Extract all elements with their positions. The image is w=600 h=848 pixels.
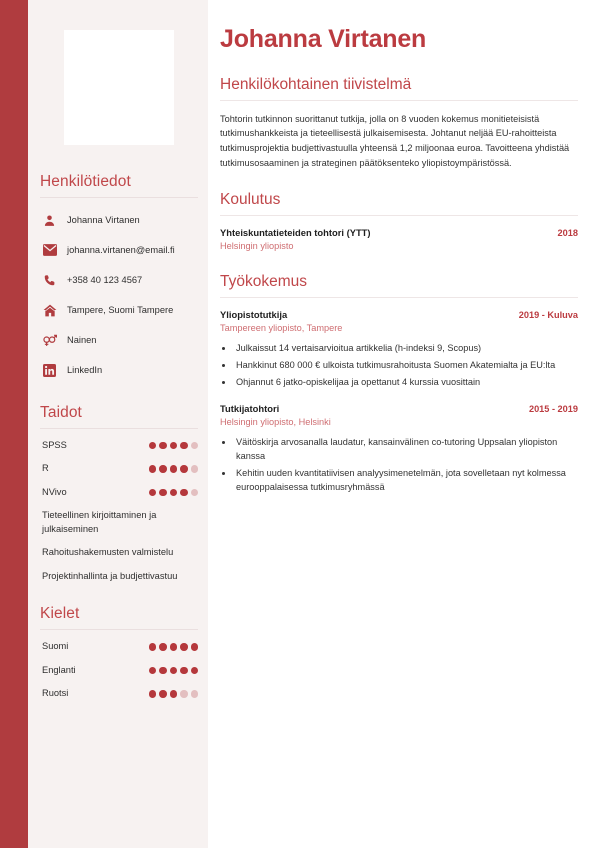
bullet-item: • Hankkinut 680 000 € ulkoista tutkimusrahoitusta Suomen Akatemialta ja EU:lta xyxy=(234,359,578,373)
item-label: Suomi xyxy=(42,641,69,652)
contact-list xyxy=(40,208,198,382)
section-personal-details xyxy=(40,173,198,382)
entry-title: Yliopistotutkija xyxy=(220,308,288,320)
section-languages xyxy=(40,605,198,700)
divider xyxy=(40,629,198,630)
entry-date: 2018 xyxy=(557,228,578,239)
contact-value: Johanna Virtanen xyxy=(67,214,140,225)
rating-dot xyxy=(149,465,157,473)
language-list xyxy=(40,640,198,700)
summary-text: Tohtorin tutkinnon suorittanut tutkija, jolla on 8 vuoden kokemus monitieteisistä tutkimushankkeista ja tieteellisestä julkaisemisesta. Johtanut neljää EU-rahoitteista tutkimusprojektia budjettivastuulla yhteensä 1,2 miljoonaa euroa. Tavoitteena yhdistää tutkimusosaaminen ja strateginen päätöksenteko yliopistoympäristössä. xyxy=(220,113,570,169)
entry xyxy=(220,403,578,495)
rating-dots xyxy=(149,667,199,675)
person-icon xyxy=(42,214,57,227)
rating-dot xyxy=(159,489,167,497)
rating-dot xyxy=(191,690,199,698)
section-skills xyxy=(40,404,198,583)
skill-row xyxy=(40,570,198,583)
education-heading: Koulutus xyxy=(220,191,281,209)
rating-dot xyxy=(170,442,178,450)
gender-icon xyxy=(42,334,57,347)
personal-details-heading: Henkilötiedot xyxy=(40,173,131,190)
rating-dots xyxy=(149,643,199,651)
rating-dot xyxy=(170,465,178,473)
skill-row xyxy=(40,509,198,536)
skill-row xyxy=(40,462,198,475)
entry-organization: Helsingin yliopisto xyxy=(220,241,294,252)
contact-value: Tampere, Suomi Tampere xyxy=(67,304,174,315)
summary-heading: Henkilökohtainen tiivistelmä xyxy=(220,75,412,93)
envelope-icon xyxy=(42,244,57,256)
item-label: R xyxy=(42,463,49,474)
experience-heading: Työkokemus xyxy=(220,272,308,290)
contact-value: +358 40 123 4567 xyxy=(67,274,143,285)
rating-dot xyxy=(159,465,167,473)
bullet-item: • Julkaissut 14 vertaisarvioitua artikkelia (h-indeksi 9, Scopus) xyxy=(234,342,578,356)
entry-bullets xyxy=(234,436,578,495)
divider xyxy=(40,428,198,429)
entry-date: 2019 - Kuluva xyxy=(518,309,578,320)
contact-value: johanna.virtanen@email.fi xyxy=(67,244,175,255)
rating-dots xyxy=(149,465,199,473)
rating-dot xyxy=(170,489,178,497)
rating-dots xyxy=(149,690,199,698)
divider xyxy=(220,100,578,101)
rating-dots xyxy=(149,442,199,450)
contact-row[interactable] xyxy=(40,328,198,352)
skills-heading: Taidot xyxy=(40,404,82,421)
entry-organization: Tampereen yliopisto, Tampere xyxy=(220,322,343,333)
rating-dot xyxy=(159,667,167,675)
contact-value: Nainen xyxy=(67,334,97,345)
section-summary xyxy=(220,76,578,172)
item-label: Tieteellinen kirjoittaminen ja julkaiseminen xyxy=(42,510,157,534)
entry-header xyxy=(220,309,578,320)
rating-dot xyxy=(170,690,178,698)
linkedin-icon xyxy=(42,364,57,377)
main-content xyxy=(208,0,600,848)
item-label: Rahoitushakemusten valmistelu xyxy=(42,547,174,558)
rating-dots xyxy=(149,489,199,497)
entry-bullets xyxy=(234,342,578,390)
bullet-item: • Kehitin uuden kvantitatiivisen analyysimenetelmän, jota sovelletaan nyt kolmessa eurooppalaisessa tutkimusryhmässä xyxy=(234,467,578,495)
bullet-item: • Ohjannut 6 jatko-opiskelijaa ja opettanut 4 kurssia vuosittain xyxy=(234,376,578,390)
entry xyxy=(220,309,578,390)
profile-photo xyxy=(64,30,174,145)
bullet-item: • Väitöskirja arvosanalla laudatur, kansainvälinen co-tutoring Uppsalan yliopiston kanssa xyxy=(234,436,578,464)
rating-dot xyxy=(191,667,199,675)
accent-stripe xyxy=(0,0,28,848)
rating-dot xyxy=(149,442,157,450)
entry xyxy=(220,227,578,252)
phone-icon xyxy=(42,274,57,287)
item-label: NVivo xyxy=(42,486,67,497)
skill-row xyxy=(40,546,198,559)
rating-dot xyxy=(149,489,157,497)
entry-organization: Helsingin yliopisto, Helsinki xyxy=(220,416,331,427)
item-label: Projektinhallinta ja budjettivastuu xyxy=(42,570,178,581)
rating-dot xyxy=(180,465,188,473)
rating-dot xyxy=(191,489,199,497)
rating-dot xyxy=(180,667,188,675)
rating-dot xyxy=(149,643,157,651)
rating-dot xyxy=(191,465,199,473)
rating-dot xyxy=(159,690,167,698)
skill-row xyxy=(40,486,198,499)
contact-value: LinkedIn xyxy=(67,364,103,375)
rating-dot xyxy=(149,690,157,698)
rating-dot xyxy=(180,643,188,651)
rating-dot xyxy=(149,667,157,675)
rating-dot xyxy=(191,442,199,450)
section-education xyxy=(220,191,578,252)
section-experience xyxy=(220,273,578,496)
entry-header xyxy=(220,227,578,238)
rating-dot xyxy=(191,643,199,651)
rating-dot xyxy=(170,643,178,651)
contact-row[interactable] xyxy=(40,238,198,262)
language-row xyxy=(40,640,198,653)
entry-header xyxy=(220,403,578,414)
entry-title: Tutkijatohtori xyxy=(220,402,280,414)
rating-dot xyxy=(180,690,188,698)
rating-dot xyxy=(180,489,188,497)
entry-date: 2015 - 2019 xyxy=(528,403,578,414)
photo-container xyxy=(40,0,198,145)
divider xyxy=(220,215,578,216)
entry-title: Yhteiskuntatieteiden tohtori (YTT) xyxy=(220,227,371,239)
rating-dot xyxy=(180,442,188,450)
rating-dot xyxy=(170,667,178,675)
divider xyxy=(220,297,578,298)
contact-row[interactable] xyxy=(40,358,198,382)
contact-row[interactable] xyxy=(40,298,198,322)
languages-heading: Kielet xyxy=(40,605,80,623)
language-row xyxy=(40,687,198,700)
rating-dot xyxy=(159,442,167,450)
language-row xyxy=(40,664,198,677)
item-label: Englanti xyxy=(42,664,76,675)
sidebar xyxy=(28,0,208,848)
rating-dot xyxy=(159,643,167,651)
item-label: SPSS xyxy=(42,440,67,450)
experience-entries xyxy=(220,309,578,496)
contact-row[interactable] xyxy=(40,268,198,292)
education-entries xyxy=(220,227,578,252)
item-label: Ruotsi xyxy=(42,688,69,699)
home-icon xyxy=(42,304,57,317)
divider xyxy=(40,197,198,198)
contact-row[interactable] xyxy=(40,208,198,232)
candidate-name: Johanna Virtanen xyxy=(220,25,427,53)
skill-row xyxy=(40,439,198,452)
skill-list xyxy=(40,439,198,583)
